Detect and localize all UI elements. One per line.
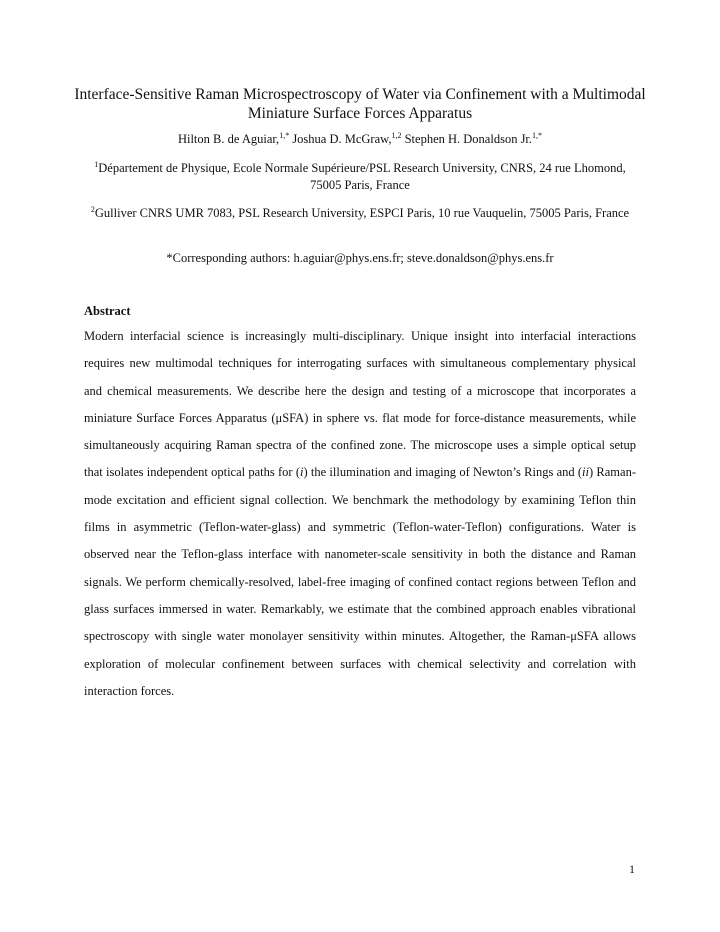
author-name: Hilton B. de Aguiar,: [177, 132, 280, 146]
page-number: 1: [629, 862, 635, 876]
abstract-italic: i: [300, 465, 304, 480]
abstract-text: Modern interfacial science is increasingly multi-disciplinary. Unique insight into interfacial interactions requires new multimodal techniques for interrogating surfaces with simultaneous complementary physical and chemical measurements. We describe here the design and testing of a microscope that incorporates a miniature Surface Forces Apparatus (μSFA) in sphere vs. flat mode for force-distance measurements, while simultaneously acquiring Raman spectra of the confined zone. The microscope uses a simple optical setup that isolates independent optical paths for (: [84, 329, 636, 480]
abstract-text: ) Raman-mode excitation and efficient signal collection. We benchmark the methodology by examining Teflon thin films in asymmetric (Teflon-water-glass) and symmetric (Teflon-water-Teflon) configurations. Water is observed near the Teflon-glass interface with nanometer-scale sensitivity in both the distance and Raman signals. We perform chemically-resolved, label-free imaging of confined contact regions between Teflon and glass surfaces immersed in water. Remarkably, we estimate that the combined approach enables vibrational spectroscopy with single water monolayer sensitivity within minutes. Altogether, the Raman-μSFA allows exploration of molecular confinement between surfaces with chemical selectivity and correlation with interaction forces.: [84, 465, 636, 698]
author-affiliation-mark: 1,2: [391, 131, 402, 140]
affiliation-text: Gulliver CNRS UMR 7083, PSL Research University, ESPCI Paris, 10 rue Vauquelin, 75005 Paris, France: [94, 206, 630, 220]
author-name: Joshua D. McGraw,: [292, 132, 392, 146]
author-list: [60, 131, 660, 147]
author-name: Stephen H. Donaldson Jr.: [404, 132, 533, 146]
affiliation-number: 1: [94, 160, 99, 169]
affiliation-text: Département de Physique, Ecole Normale Supérieure/PSL Research University, CNRS, 24 rue Lhomond, 75005 Paris, France: [98, 161, 626, 192]
affiliation-2: [80, 205, 640, 222]
abstract-text: ) the illumination and imaging of Newton’s Rings and (: [303, 465, 583, 480]
abstract-italic: ii: [582, 465, 589, 480]
author-affiliation-mark: 1,*: [279, 131, 290, 140]
abstract-heading: Abstract: [84, 304, 131, 318]
abstract-body: [84, 323, 636, 705]
author-affiliation-mark: 1,*: [532, 131, 543, 140]
paper-title: Interface-Sensitive Raman Microspectroscopy of Water via Confinement with a Multimodal Miniature Surface Forces Apparatus: [74, 86, 646, 122]
corresponding-authors: *Corresponding authors: h.aguiar@phys.ens.fr; steve.donaldson@phys.ens.fr: [166, 251, 554, 265]
affiliation-number: 2: [90, 205, 95, 214]
affiliation-1: [80, 160, 640, 194]
